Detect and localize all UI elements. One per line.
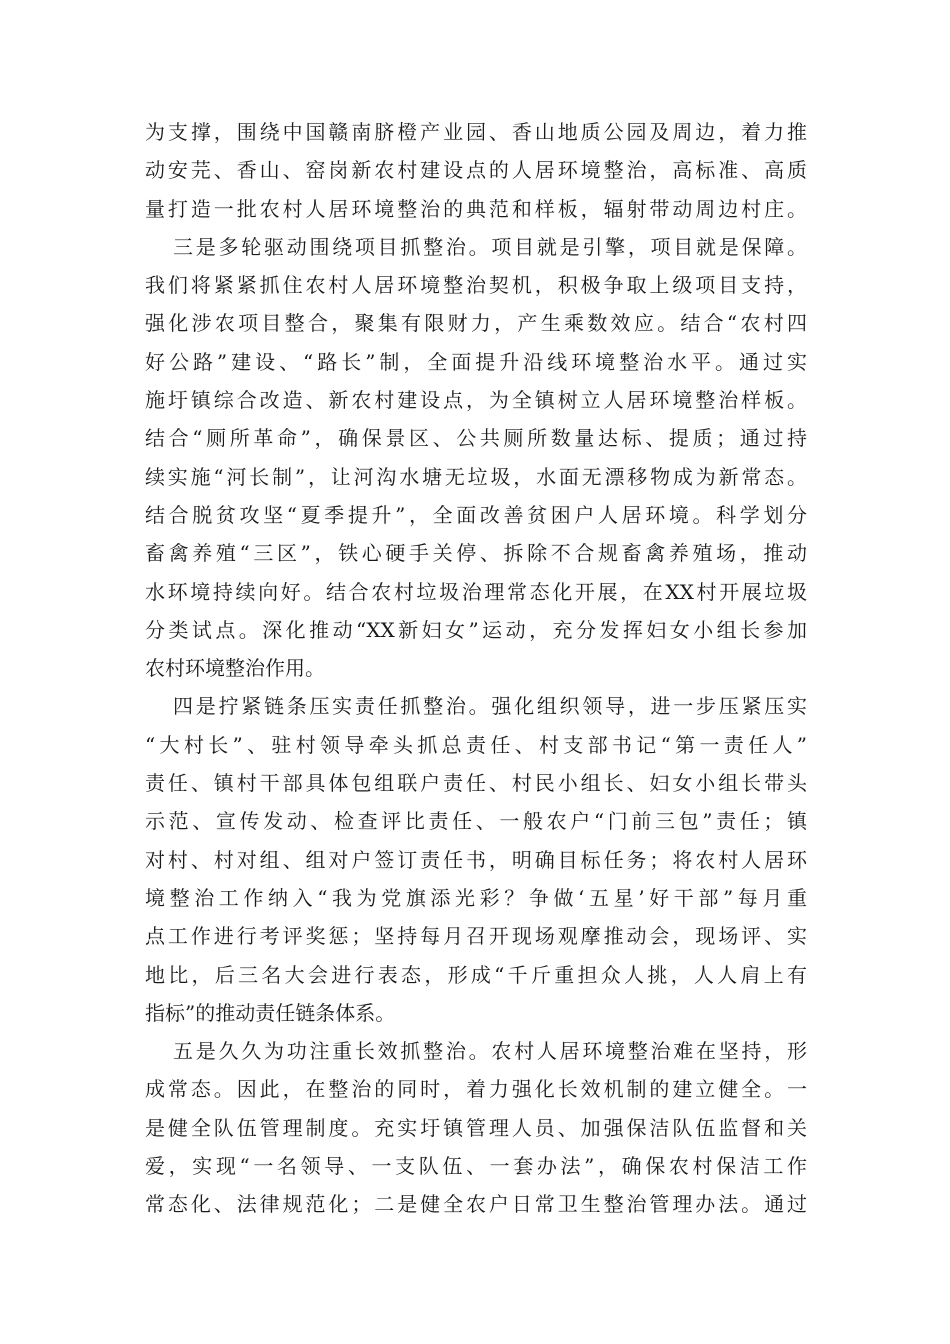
text-line: 责任、镇村干部具体包组联户责任、村民小组长、妇女小组长带头 (145, 771, 807, 796)
text-line: 三是多轮驱动围绕项目抓整治。项目就是引擎，项目就是保障。 (173, 234, 807, 259)
text-line: 结合“厕所革命”，确保景区、公共厕所数量达标、提质；通过持 (145, 426, 807, 451)
text-line: 农村环境整治作用。 (145, 656, 325, 681)
text-line: 点工作进行考评奖惩；坚持每月召开现场观摩推动会，现场评、实 (145, 924, 807, 949)
text-line: 四是拧紧链条压实责任抓整治。强化组织领导，进一步压紧压实 (173, 694, 807, 719)
text-line: 是健全队伍管理制度。充实圩镇管理人员、加强保洁队伍监督和关 (145, 1115, 807, 1140)
text-line: 示范、宣传发动、检查评比责任、一般农户“门前三包”责任；镇 (145, 809, 807, 834)
text-line: 我们将紧紧抓住农村人居环境整治契机，积极争取上级项目支持， (145, 273, 807, 298)
text-line: 量打造一批农村人居环境整治的典范和样板，辐射带动周边村庄。 (145, 196, 807, 221)
text-line: 成常态。因此，在整治的同时，着力强化长效机制的建立健全。一 (145, 1077, 807, 1102)
paragraph-project-driven (145, 228, 807, 688)
text-line: 水环境持续向好。结合农村垃圾治理常态化开展，在XX村开展垃圾 (145, 579, 807, 604)
text-line: 好公路”建设、“路长”制，全面提升沿线环境整治水平。通过实 (145, 349, 807, 374)
paragraph-responsibility-chain (145, 687, 807, 1032)
text-line: 分类试点。深化推动“XX新妇女”运动，充分发挥妇女小组长参加 (145, 617, 807, 642)
text-line: “大村长”、驻村领导牵头抓总责任、村支部书记“第一责任人” (145, 732, 807, 757)
text-line: 结合脱贫攻坚“夏季提升”，全面改善贫困户人居环境。科学划分 (145, 502, 807, 527)
text-line: 为支撑，围绕中国赣南脐橙产业园、香山地质公园及周边，着力推 (145, 120, 807, 144)
text-line: 境整治工作纳入“我为党旗添光彩？争做‘五星’好干部”每月重 (145, 885, 807, 910)
text-line: 地比，后三名大会进行表态，形成“千斤重担众人挑，人人肩上有 (145, 962, 807, 987)
text-line: 五是久久为功注重长效抓整治。农村人居环境整治难在坚持，形 (173, 1039, 807, 1064)
text-line: 爱，实现“一名领导、一支队伍、一套办法”，确保农村保洁工作 (145, 1154, 807, 1179)
text-line: 对村、村对组、组对户签订责任书，明确目标任务；将农村人居环 (145, 847, 807, 872)
paragraph-long-term-mechanism (145, 1032, 807, 1223)
text-line: 动安芫、香山、窑岗新农村建设点的人居环境整治，高标准、高质 (145, 158, 807, 183)
text-line: 施圩镇综合改造、新农村建设点，为全镇树立人居环境整治样板。 (145, 388, 807, 413)
text-line: 畜禽养殖“三区”，铁心硬手关停、拆除不合规畜禽养殖场，推动 (145, 541, 807, 566)
text-line: 强化涉农项目整合，聚集有限财力，产生乘数效应。结合“农村四 (145, 311, 807, 336)
text-line: 常态化、法律规范化；二是健全农户日常卫生整治管理办法。通过 (145, 1192, 807, 1217)
text-line: 续实施“河长制”，让河沟水塘无垃圾，水面无漂移物成为新常态。 (145, 464, 807, 489)
text-line: 指标”的推动责任链条体系。 (145, 1000, 396, 1025)
document-page (145, 113, 807, 1224)
paragraph-continuation (145, 113, 807, 228)
